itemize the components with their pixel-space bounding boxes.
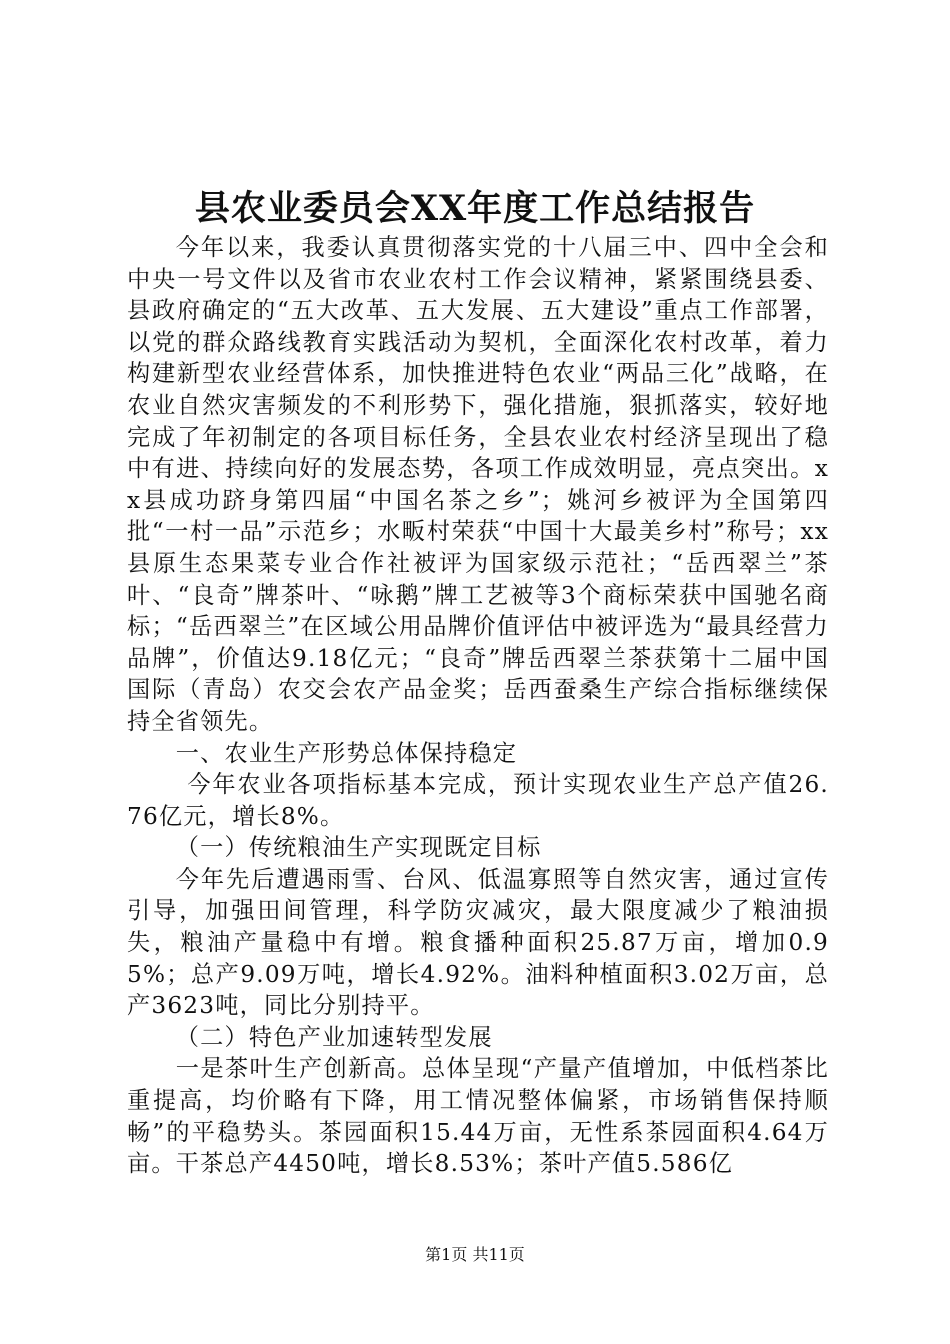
section-heading-1: 一、农业生产形势总体保持稳定: [175, 739, 518, 767]
paragraph-subsection-1: 今年先后遭遇雨雪、台风、低温寡照等自然灾害，通过宣传引导，加强田间管理，科学防灾减灾，最大限度减少了粮油损失，粮油产量稳中有增。粮食播种面积25.87万亩，增加0.95%；总产9.09万吨，增长4.92%。油料种植面积3.02万亩，总产3623吨，同比分别持平。: [127, 865, 829, 1020]
subsection-heading-1: （一）传统粮油生产实现既定目标: [175, 834, 542, 862]
document-body: [127, 232, 829, 1180]
page-number-footer: 第1页 共11页: [425, 1245, 525, 1264]
paragraph-intro: 今年以来，我委认真贯彻落实党的十八届三中、四中全会和中央一号文件以及省市农业农村工作会议精神，紧紧围绕县委、县政府确定的“五大改革、五大发展、五大建设”重点工作部署，以党的群众路线教育实践活动为契机，全面深化农村改革，着力构建新型农业经营体系，加快推进特色农业“两品三化”战略，在农业自然灾害频发的不利形势下，强化措施，狠抓落实，较好地完成了年初制定的各项目标任务，全县农业农村经济呈现出了稳中有进、持续向好的发展态势，各项工作成效明显，亮点突出。xx县成功跻身第四届“中国名茶之乡”；姚河乡被评为全国第四批“一村一品”示范乡；水畈村荣获“中国十大最美乡村”称号；xx县原生态果菜专业合作社被评为国家级示范社；“岳西翠兰”茶叶、“良奇”牌茶叶、“咏鹅”牌工艺被等3个商标荣获中国驰名商标；“岳西翠兰”在区域公用品牌价值评估中被评选为“最具经营力品牌”，价值达9.18亿元；“良奇”牌岳西翠兰茶获第十二届中国国际（青岛）农交会农产品金奖；岳西蚕桑生产综合指标继续保持全省领先。: [127, 234, 829, 735]
paragraph-section-1: 今年农业各项指标基本完成，预计实现农业生产总产值26.76亿元，增长8%。: [127, 771, 829, 830]
document-title: 县农业委员会XX年度工作总结报告: [194, 188, 756, 229]
paragraph-subsection-2: 一是茶叶生产创新高。总体呈现“产量产值增加，中低档茶比重提高，均价略有下降，用工情况整体偏紧，市场销售保持顺畅”的平稳势头。茶园面积15.44万亩，无性系茶园面积4.64万亩。干茶总产4450吨，增长8.53%；茶叶产值5.586亿: [127, 1055, 829, 1178]
subsection-heading-2: （二）特色产业加速转型发展: [175, 1023, 493, 1051]
